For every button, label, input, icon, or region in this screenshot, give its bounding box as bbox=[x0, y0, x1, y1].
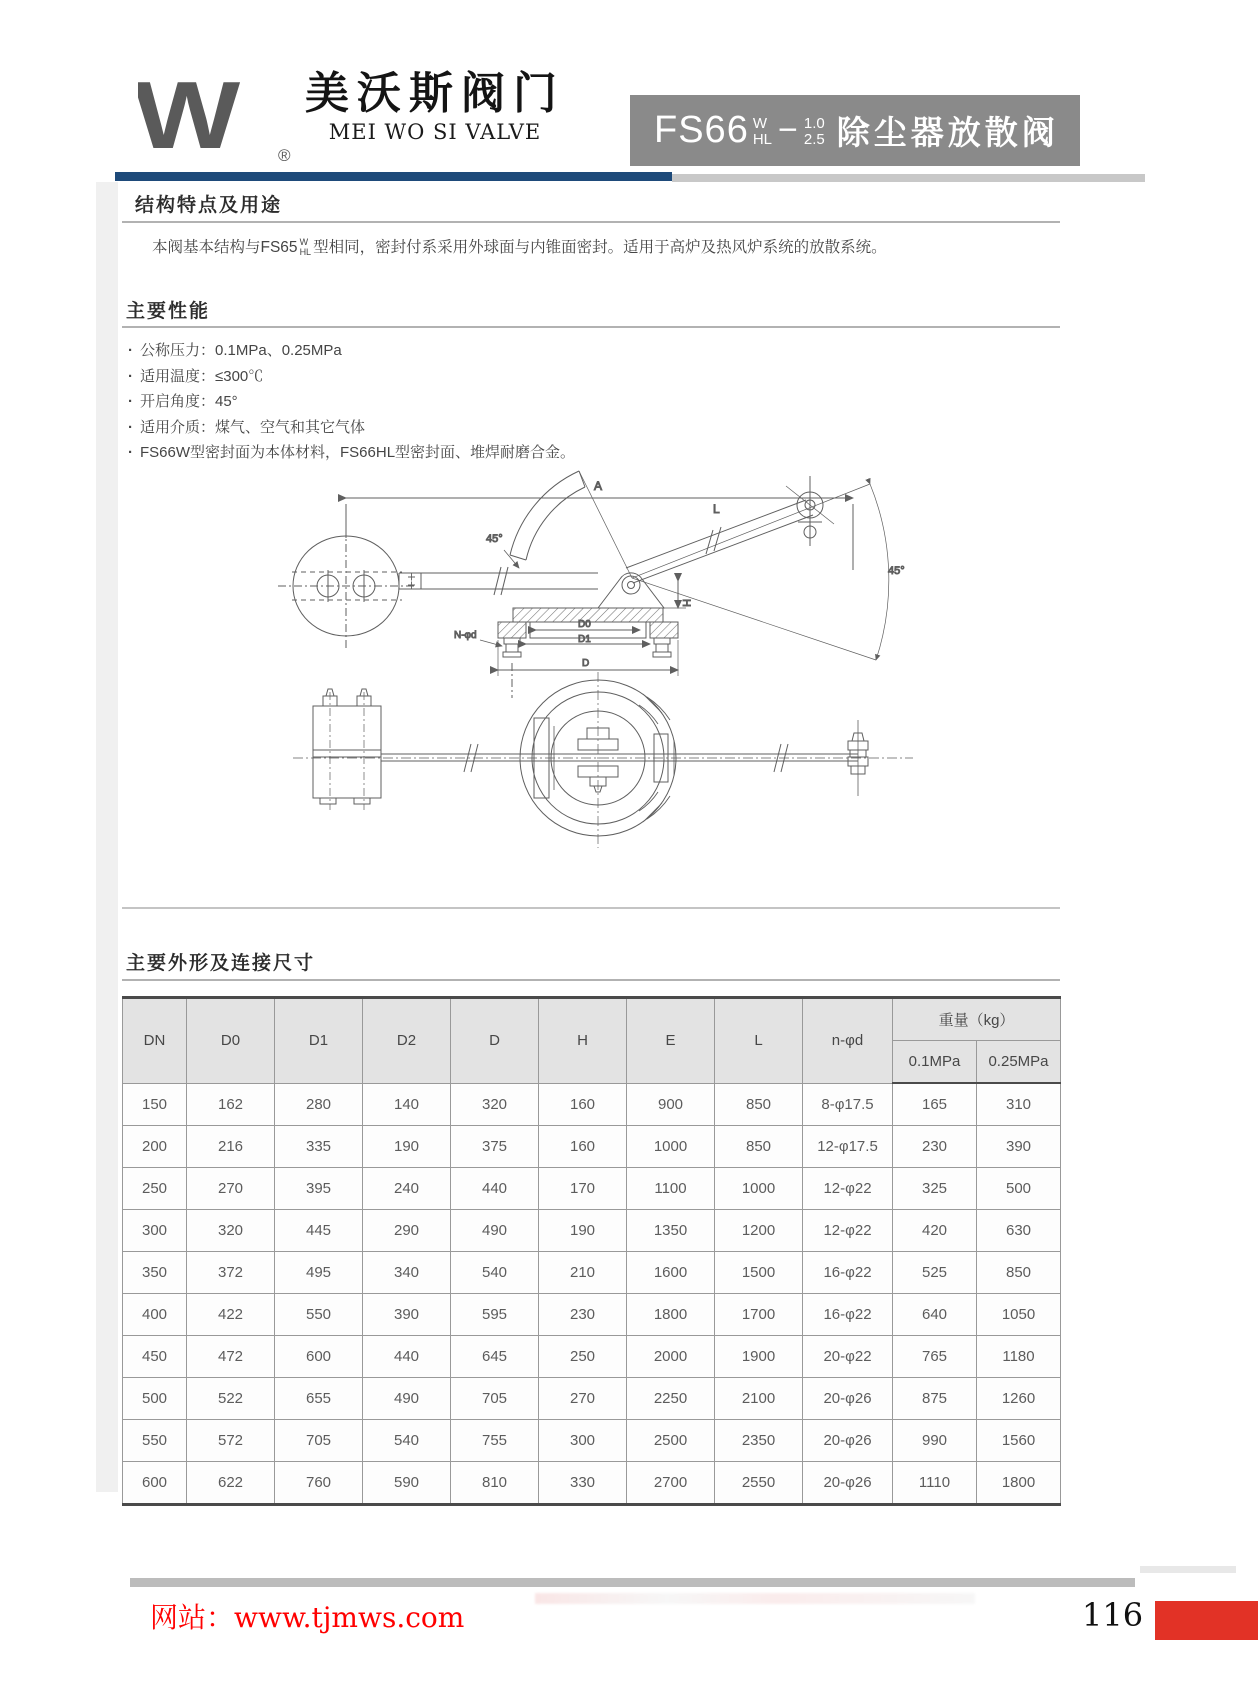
brand-block bbox=[300, 70, 570, 144]
logo-w-icon bbox=[138, 66, 298, 170]
list-item: · 适用温度：≤300℃ bbox=[128, 364, 575, 390]
table-cell: 850 bbox=[715, 1126, 803, 1168]
brand-name-cn: 美沃斯阀门 bbox=[305, 68, 565, 119]
col-header-d0: D0 bbox=[187, 998, 275, 1084]
table-cell: 1560 bbox=[977, 1420, 1061, 1462]
table-cell: 640 bbox=[893, 1294, 977, 1336]
features-text-pre: 本阀基本结构与FS65 bbox=[152, 239, 298, 256]
table-cell: 600 bbox=[275, 1336, 363, 1378]
table-cell: 705 bbox=[275, 1420, 363, 1462]
footer-divider bbox=[130, 1578, 1135, 1587]
table-cell: 1260 bbox=[977, 1378, 1061, 1420]
dim-label-A: A bbox=[594, 479, 603, 493]
table-cell: 522 bbox=[187, 1378, 275, 1420]
table-cell: 160 bbox=[539, 1083, 627, 1126]
col-header-e: E bbox=[627, 998, 715, 1084]
dim-label-Nd: N-φd bbox=[454, 630, 477, 641]
table-cell: 20-φ26 bbox=[803, 1462, 893, 1505]
table-cell: 335 bbox=[275, 1126, 363, 1168]
table-cell: 1200 bbox=[715, 1210, 803, 1252]
table-cell: 2350 bbox=[715, 1420, 803, 1462]
table-body bbox=[123, 1083, 1061, 1505]
page-corner-marker bbox=[1155, 1601, 1258, 1640]
table-row bbox=[123, 1252, 1061, 1294]
table-cell: 1800 bbox=[977, 1462, 1061, 1505]
table-cell: 655 bbox=[275, 1378, 363, 1420]
table-cell: 590 bbox=[363, 1462, 451, 1505]
table-cell: 540 bbox=[363, 1420, 451, 1462]
table-cell: 270 bbox=[187, 1168, 275, 1210]
table-cell: 350 bbox=[123, 1252, 187, 1294]
header-divider-blue bbox=[115, 172, 672, 181]
table-cell: 2000 bbox=[627, 1336, 715, 1378]
table-cell: 1050 bbox=[977, 1294, 1061, 1336]
table-row bbox=[123, 1462, 1061, 1505]
table-cell: 320 bbox=[451, 1083, 539, 1126]
table-cell: 12-φ22 bbox=[803, 1168, 893, 1210]
table-row bbox=[123, 1168, 1061, 1210]
blur-artifact bbox=[1140, 1566, 1236, 1573]
table-cell: 1000 bbox=[627, 1126, 715, 1168]
table-cell: 810 bbox=[451, 1462, 539, 1505]
list-item: · 开启角度：45° bbox=[128, 389, 575, 415]
dim-label-angle-left: 45° bbox=[486, 533, 503, 545]
table-row bbox=[123, 1294, 1061, 1336]
table-cell: 12-φ22 bbox=[803, 1210, 893, 1252]
table-cell: 20-φ26 bbox=[803, 1378, 893, 1420]
fs65-variant-stack bbox=[300, 238, 312, 258]
table-cell: 20-φ22 bbox=[803, 1336, 893, 1378]
section-title-features: 结构特点及用途 bbox=[135, 195, 283, 216]
brand-name-en: MEI WO SI VALVE bbox=[328, 120, 542, 145]
table-cell: 525 bbox=[893, 1252, 977, 1294]
section-rule bbox=[122, 221, 1060, 223]
col-header-weight: 重量（kg） bbox=[893, 998, 1061, 1041]
table-cell: 850 bbox=[977, 1252, 1061, 1294]
table-cell: 572 bbox=[187, 1420, 275, 1462]
table-cell: 495 bbox=[275, 1252, 363, 1294]
section-title-performance: 主要性能 bbox=[126, 301, 211, 322]
pressure-stack bbox=[804, 116, 825, 148]
table-cell: 165 bbox=[893, 1083, 977, 1126]
table-cell: 2250 bbox=[627, 1378, 715, 1420]
col-header-dn: DN bbox=[123, 998, 187, 1084]
table-cell: 140 bbox=[363, 1083, 451, 1126]
table-cell: 20-φ26 bbox=[803, 1420, 893, 1462]
col-header-d2: D2 bbox=[363, 998, 451, 1084]
model-dash: − bbox=[778, 111, 798, 149]
table-cell: 8-φ17.5 bbox=[803, 1083, 893, 1126]
table-cell: 490 bbox=[451, 1210, 539, 1252]
website-label: 网站： bbox=[150, 1601, 235, 1634]
dim-label-D1: D1 bbox=[578, 634, 591, 645]
table-row bbox=[123, 1420, 1061, 1462]
technical-drawing bbox=[258, 458, 958, 870]
table-cell: 2100 bbox=[715, 1378, 803, 1420]
table-cell: 16-φ22 bbox=[803, 1252, 893, 1294]
table-cell: 1900 bbox=[715, 1336, 803, 1378]
table-cell: 390 bbox=[363, 1294, 451, 1336]
table-cell: 472 bbox=[187, 1336, 275, 1378]
table-cell: 216 bbox=[187, 1126, 275, 1168]
table-cell: 1600 bbox=[627, 1252, 715, 1294]
pressure-top: 1.0 bbox=[803, 114, 825, 132]
table-cell: 162 bbox=[187, 1083, 275, 1126]
table-cell: 490 bbox=[363, 1378, 451, 1420]
list-item: · 公称压力：0.1MPa、0.25MPa bbox=[128, 338, 575, 364]
table-cell: 310 bbox=[977, 1083, 1061, 1126]
table-cell: 1800 bbox=[627, 1294, 715, 1336]
blur-artifact bbox=[535, 1593, 975, 1604]
col-header-weight-025: 0.25MPa bbox=[977, 1041, 1061, 1084]
table-cell: 760 bbox=[275, 1462, 363, 1505]
table-cell: 160 bbox=[539, 1126, 627, 1168]
performance-list bbox=[128, 338, 575, 466]
table-cell: 595 bbox=[451, 1294, 539, 1336]
table-cell: 622 bbox=[187, 1462, 275, 1505]
list-item: · 适用介质：煤气、空气和其它气体 bbox=[128, 415, 575, 441]
table-cell: 250 bbox=[123, 1168, 187, 1210]
product-title-banner bbox=[630, 95, 1080, 166]
table-cell: 705 bbox=[451, 1378, 539, 1420]
table-cell: 12-φ17.5 bbox=[803, 1126, 893, 1168]
dim-label-H: H bbox=[680, 599, 692, 607]
table-cell: 600 bbox=[123, 1462, 187, 1505]
table-cell: 210 bbox=[539, 1252, 627, 1294]
table-cell: 150 bbox=[123, 1083, 187, 1126]
table-cell: 440 bbox=[363, 1336, 451, 1378]
section-rule bbox=[122, 326, 1060, 328]
col-header-l: L bbox=[715, 998, 803, 1084]
table-cell: 375 bbox=[451, 1126, 539, 1168]
col-header-weight-01: 0.1MPa bbox=[893, 1041, 977, 1084]
table-cell: 550 bbox=[275, 1294, 363, 1336]
table-cell: 850 bbox=[715, 1083, 803, 1126]
product-name: 除尘器放散阀 bbox=[836, 114, 1059, 151]
table-row bbox=[123, 1378, 1061, 1420]
features-text-post: 型相同，密封付系采用外球面与内锥面密封。适用于高炉及热风炉系统的放散系统。 bbox=[313, 239, 887, 256]
table-cell: 422 bbox=[187, 1294, 275, 1336]
table-cell: 300 bbox=[539, 1420, 627, 1462]
table-cell: 1000 bbox=[715, 1168, 803, 1210]
section-title-dimensions: 主要外形及连接尺寸 bbox=[126, 953, 316, 974]
table-cell: 200 bbox=[123, 1126, 187, 1168]
fs65-sup: W bbox=[299, 237, 309, 248]
table-cell: 190 bbox=[539, 1210, 627, 1252]
registered-mark-icon: ® bbox=[278, 146, 291, 165]
variant-top: W bbox=[752, 114, 767, 132]
table-cell: 765 bbox=[893, 1336, 977, 1378]
table-cell: 230 bbox=[893, 1126, 977, 1168]
table-cell: 390 bbox=[977, 1126, 1061, 1168]
model-code: FS66 bbox=[654, 109, 749, 151]
header-divider-gray bbox=[672, 174, 1145, 182]
variant-bottom: HL bbox=[752, 130, 773, 148]
table-cell: 270 bbox=[539, 1378, 627, 1420]
table-cell: 250 bbox=[539, 1336, 627, 1378]
logo-w-glyph: W bbox=[138, 66, 241, 170]
table-cell: 280 bbox=[275, 1083, 363, 1126]
table-row bbox=[123, 1126, 1061, 1168]
table-row bbox=[123, 1210, 1061, 1252]
dim-label-D0: D0 bbox=[578, 619, 591, 630]
table-cell: 1350 bbox=[627, 1210, 715, 1252]
table-cell: 330 bbox=[539, 1462, 627, 1505]
table-cell: 395 bbox=[275, 1168, 363, 1210]
table-cell: 540 bbox=[451, 1252, 539, 1294]
table-cell: 630 bbox=[977, 1210, 1061, 1252]
table-cell: 340 bbox=[363, 1252, 451, 1294]
table-cell: 440 bbox=[451, 1168, 539, 1210]
table-cell: 755 bbox=[451, 1420, 539, 1462]
table-cell: 190 bbox=[363, 1126, 451, 1168]
table-cell: 2550 bbox=[715, 1462, 803, 1505]
col-header-h: H bbox=[539, 998, 627, 1084]
fs65-sub: HL bbox=[299, 246, 312, 257]
section-rule bbox=[122, 979, 1060, 981]
table-cell: 230 bbox=[539, 1294, 627, 1336]
table-cell: 500 bbox=[123, 1378, 187, 1420]
table-cell: 400 bbox=[123, 1294, 187, 1336]
table-cell: 990 bbox=[893, 1420, 977, 1462]
table-row bbox=[123, 1083, 1061, 1126]
table-cell: 1180 bbox=[977, 1336, 1061, 1378]
table-row bbox=[123, 1336, 1061, 1378]
table-cell: 372 bbox=[187, 1252, 275, 1294]
footer-website bbox=[150, 1596, 464, 1636]
table-cell: 445 bbox=[275, 1210, 363, 1252]
website-url[interactable]: www.tjmws.com bbox=[234, 1601, 465, 1634]
features-paragraph bbox=[152, 236, 1052, 259]
table-cell: 16-φ22 bbox=[803, 1294, 893, 1336]
col-header-nd: n-φd bbox=[803, 998, 893, 1084]
table-cell: 2500 bbox=[627, 1420, 715, 1462]
table-cell: 645 bbox=[451, 1336, 539, 1378]
table-cell: 1110 bbox=[893, 1462, 977, 1505]
page-number: 116 bbox=[1082, 1596, 1144, 1634]
section-rule bbox=[122, 907, 1060, 909]
dim-label-angle-right: 45° bbox=[888, 565, 905, 577]
table-cell: 290 bbox=[363, 1210, 451, 1252]
col-header-d: D bbox=[451, 998, 539, 1084]
table-cell: 1100 bbox=[627, 1168, 715, 1210]
col-header-d1: D1 bbox=[275, 998, 363, 1084]
list-item: · FS66W型密封面为本体材料，FS66HL型密封面、堆焊耐磨合金。 bbox=[128, 440, 575, 466]
table-cell: 500 bbox=[977, 1168, 1061, 1210]
scan-strip bbox=[96, 182, 118, 1492]
table-cell: 450 bbox=[123, 1336, 187, 1378]
table-cell: 325 bbox=[893, 1168, 977, 1210]
dim-label-D: D bbox=[582, 658, 590, 669]
table-header bbox=[123, 998, 1061, 1084]
table-cell: 420 bbox=[893, 1210, 977, 1252]
table-cell: 875 bbox=[893, 1378, 977, 1420]
table-cell: 300 bbox=[123, 1210, 187, 1252]
table-cell: 320 bbox=[187, 1210, 275, 1252]
dimensions-table bbox=[122, 996, 1061, 1506]
table-cell: 1700 bbox=[715, 1294, 803, 1336]
model-variant-stack bbox=[753, 116, 772, 148]
dim-label-L: L bbox=[713, 502, 720, 516]
table-cell: 550 bbox=[123, 1420, 187, 1462]
table-cell: 240 bbox=[363, 1168, 451, 1210]
table-cell: 2700 bbox=[627, 1462, 715, 1505]
table-cell: 1500 bbox=[715, 1252, 803, 1294]
table-cell: 170 bbox=[539, 1168, 627, 1210]
pressure-bottom: 2.5 bbox=[803, 130, 825, 148]
table-cell: 900 bbox=[627, 1083, 715, 1126]
company-logo bbox=[138, 66, 298, 170]
